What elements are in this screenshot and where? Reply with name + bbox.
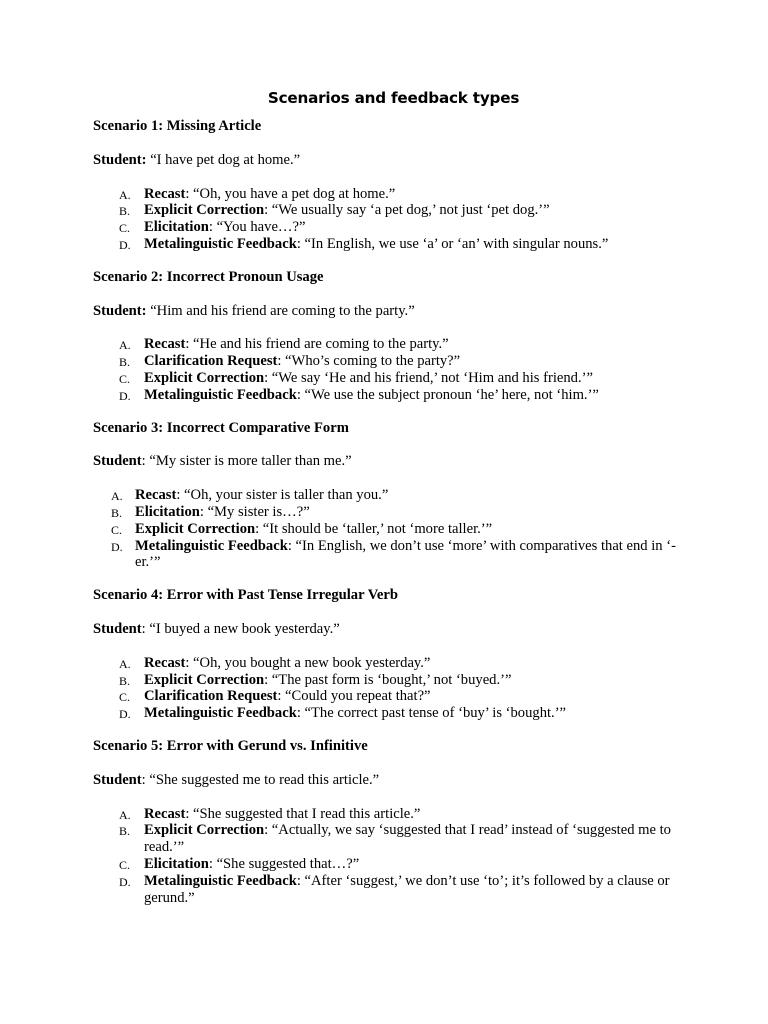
feedback-options — [93, 487, 688, 571]
option-marker: B. — [119, 204, 131, 219]
student-text: “Him and his friend are coming to the party.” — [146, 302, 415, 319]
feedback-option — [93, 856, 688, 873]
scenario-heading: Scenario 3: Incorrect Comparative Form — [93, 419, 349, 436]
option-marker: C. — [119, 690, 131, 705]
feedback-text: : “He and his friend are coming to the party.” — [185, 336, 449, 353]
student-label: Student: — [93, 151, 147, 168]
feedback-type: Explicit Correction — [144, 202, 265, 219]
feedback-option — [93, 387, 688, 404]
feedback-type: Clarification Request — [144, 688, 278, 705]
feedback-text: : “The correct past tense of ‘buy’ is ‘bought.’” — [296, 705, 567, 722]
feedback-text: : “My sister is…?” — [199, 503, 310, 520]
feedback-options — [93, 806, 688, 907]
feedback-type: Elicitation — [144, 855, 209, 872]
feedback-option — [93, 705, 688, 722]
option-marker: A. — [119, 338, 131, 353]
student-label: Student — [93, 620, 142, 637]
option-marker: A. — [119, 656, 131, 671]
feedback-type: Metalinguistic Feedback — [144, 705, 297, 722]
feedback-options — [93, 655, 688, 722]
student-utterance: Student: “She suggested me to read this article.” — [93, 771, 380, 788]
option-marker: C. — [119, 857, 131, 872]
option-marker: B. — [119, 824, 131, 839]
feedback-option — [93, 521, 688, 538]
feedback-text: : “It should be ‘taller,’ not ‘more taller.’” — [255, 520, 493, 537]
document-title: Scenarios and feedback types — [267, 89, 520, 107]
option-marker: B. — [119, 355, 131, 370]
scenario-heading: Scenario 1: Missing Article — [93, 118, 262, 134]
feedback-type: Recast — [144, 654, 186, 671]
student-utterance — [93, 152, 688, 169]
feedback-option — [93, 370, 688, 387]
student-label: Student — [93, 771, 142, 788]
feedback-type: Recast — [144, 336, 186, 353]
feedback-option — [93, 186, 688, 203]
feedback-type: Metalinguistic Feedback — [144, 235, 297, 252]
feedback-type: Recast — [144, 805, 186, 822]
feedback-text: : “In English, we don’t use ‘more’ with comparatives that end in ‘-er.’” — [135, 537, 676, 571]
scenario-1 — [93, 118, 688, 253]
scenario-3 — [93, 420, 688, 572]
option-marker: B. — [119, 673, 131, 688]
feedback-type: Explicit Correction — [144, 671, 265, 688]
student-utterance: Student: “My sister is more taller than me.” — [93, 453, 352, 470]
student-utterance: Student: “I buyed a new book yesterday.” — [93, 620, 340, 637]
option-marker: D. — [119, 707, 131, 722]
feedback-option — [93, 822, 688, 856]
feedback-text: : “Could you repeat that?” — [277, 688, 431, 705]
student-text: “My sister is more taller than me.” — [145, 453, 352, 470]
student-label: Student — [93, 453, 142, 470]
option-marker: D. — [111, 539, 123, 554]
feedback-option — [93, 504, 688, 521]
feedback-option — [93, 336, 688, 353]
feedback-text: : “Oh, you bought a new book yesterday.” — [185, 654, 431, 671]
option-marker: A. — [119, 807, 131, 822]
scenario-4 — [93, 587, 688, 722]
feedback-option — [93, 806, 688, 823]
feedback-option — [93, 672, 688, 689]
student-text: “I have pet dog at home.” — [146, 151, 301, 168]
scenario-heading: Scenario 2: Incorrect Pronoun Usage — [93, 268, 324, 285]
feedback-text: : “We use the subject pronoun ‘he’ here, not ‘him.’” — [296, 386, 599, 403]
feedback-text: : “She suggested that…?” — [208, 855, 360, 872]
feedback-text: : “In English, we use ‘a’ or ‘an’ with singular nouns.” — [296, 235, 609, 252]
student-utterance — [93, 303, 688, 320]
feedback-text: : “We usually say ‘a pet dog,’ not just ‘pet dog.’” — [264, 202, 550, 219]
feedback-option — [93, 219, 688, 236]
feedback-option — [93, 538, 688, 572]
option-marker: C. — [111, 522, 123, 537]
option-marker: B. — [111, 505, 123, 520]
feedback-option — [93, 487, 688, 504]
scenario-heading: Scenario 4: Error with Past Tense Irregular Verb — [93, 587, 398, 604]
feedback-options — [93, 336, 688, 403]
feedback-type: Recast — [144, 185, 186, 202]
feedback-type: Explicit Correction — [144, 822, 265, 839]
option-marker: D. — [119, 237, 131, 252]
feedback-option — [93, 873, 688, 907]
feedback-text: : “The past form is ‘bought,’ not ‘buyed.’” — [264, 671, 512, 688]
feedback-option — [93, 688, 688, 705]
feedback-option — [93, 236, 688, 253]
student-text: “I buyed a new book yesterday.” — [145, 620, 340, 637]
feedback-option — [93, 655, 688, 672]
feedback-type: Elicitation — [135, 503, 200, 520]
option-marker: C. — [119, 221, 131, 236]
option-marker: A. — [111, 489, 123, 504]
feedback-text: : “Oh, you have a pet dog at home.” — [185, 185, 396, 202]
scenario-2 — [93, 269, 688, 404]
feedback-option — [93, 353, 688, 370]
feedback-type: Metalinguistic Feedback — [135, 537, 288, 554]
feedback-text: : “After ‘suggest,’ we don’t use ‘to’; it’s followed by a clause or gerund.” — [144, 872, 670, 906]
scenario-heading: Scenario 5: Error with Gerund vs. Infinitive — [93, 737, 368, 754]
feedback-type: Explicit Correction — [144, 369, 265, 386]
option-marker: C. — [119, 371, 131, 386]
option-marker: A. — [119, 187, 131, 202]
feedback-type: Recast — [135, 487, 177, 504]
feedback-text: : “You have…?” — [208, 219, 306, 236]
feedback-type: Elicitation — [144, 219, 209, 236]
feedback-type: Clarification Request — [144, 353, 278, 370]
option-marker: D. — [119, 874, 131, 889]
student-label: Student: — [93, 302, 147, 319]
feedback-option — [93, 202, 688, 219]
feedback-text: : “She suggested that I read this article.” — [185, 805, 421, 822]
feedback-type: Metalinguistic Feedback — [144, 386, 297, 403]
feedback-type: Metalinguistic Feedback — [144, 872, 297, 889]
option-marker: D. — [119, 388, 131, 403]
feedback-type: Explicit Correction — [135, 520, 256, 537]
feedback-text: : “Who’s coming to the party?” — [277, 353, 461, 370]
feedback-options — [93, 186, 688, 253]
student-text: “She suggested me to read this article.” — [145, 771, 380, 788]
feedback-text: : “We say ‘He and his friend,’ not ‘Him and his friend.’” — [264, 369, 593, 386]
feedback-text: : “Oh, your sister is taller than you.” — [176, 487, 389, 504]
scenario-5 — [93, 738, 688, 906]
feedback-text: : “Actually, we say ‘suggested that I read’ instead of ‘suggested me to read.’” — [144, 822, 671, 856]
